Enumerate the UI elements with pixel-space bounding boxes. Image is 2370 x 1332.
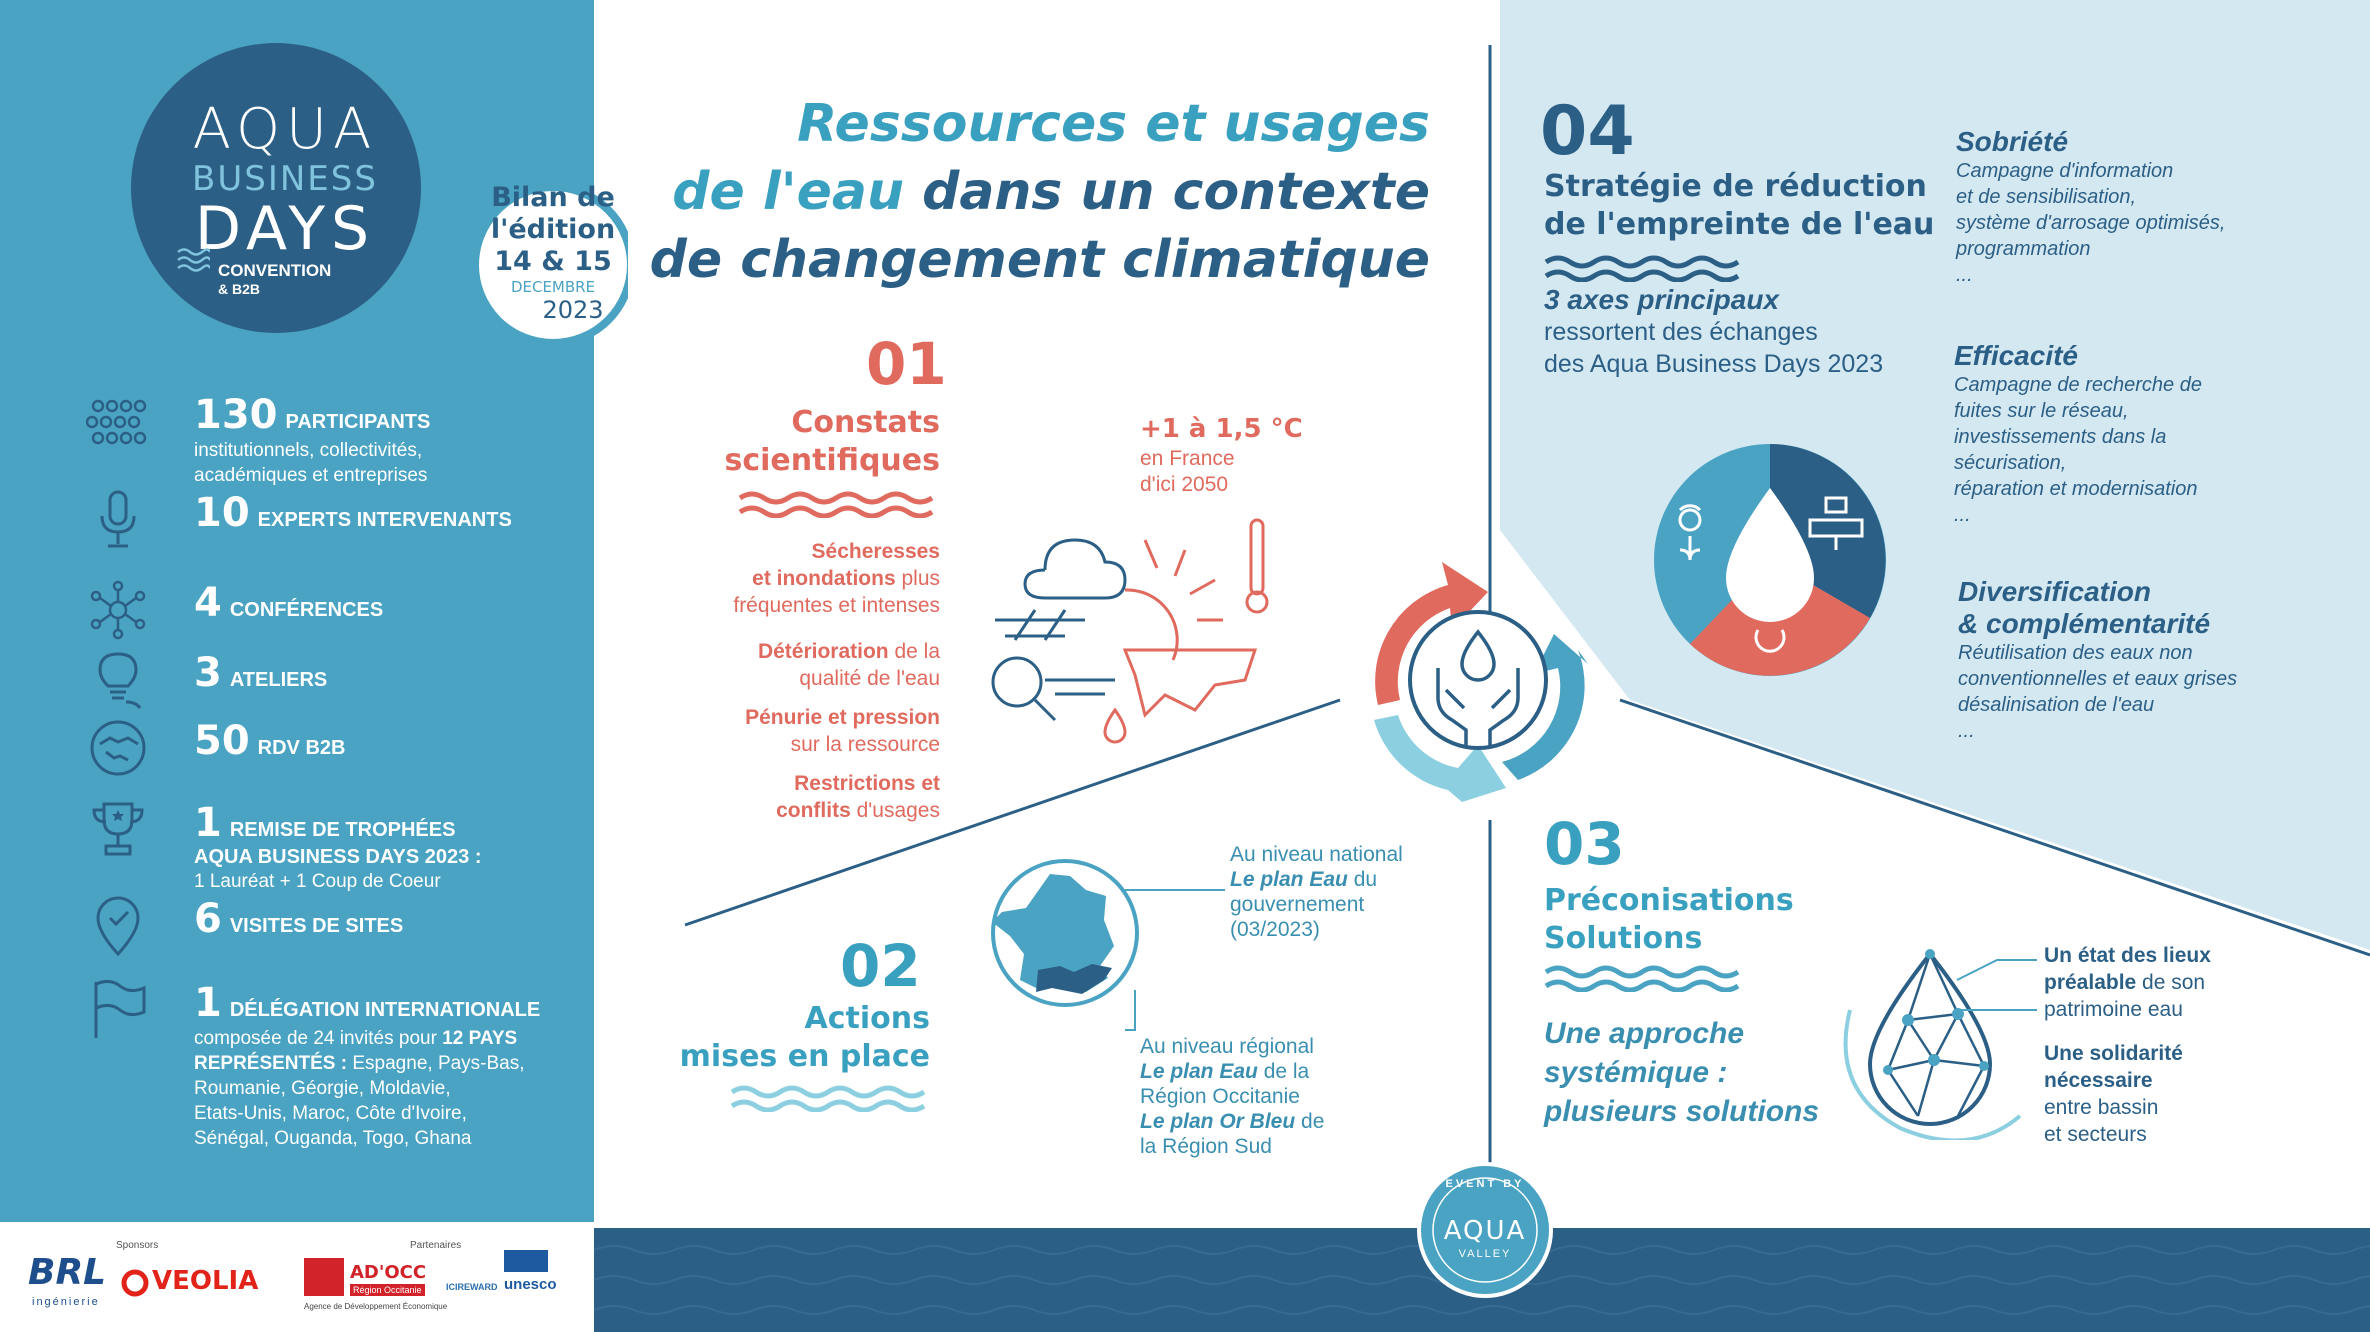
stat-number: 6 xyxy=(194,896,222,942)
brl-logo: BRL xyxy=(28,1252,107,1293)
stat-ateliers xyxy=(86,650,586,720)
strategy-wheel-icon xyxy=(1650,440,1890,680)
waves-icon xyxy=(176,246,210,274)
s01-number: 01 xyxy=(866,330,947,398)
stat-label: CONFÉRENCES xyxy=(229,599,384,621)
s04-number: 04 xyxy=(1540,92,1635,171)
s03-title: Préconisations Solutions xyxy=(1544,883,1794,956)
stat-number: 3 xyxy=(194,650,222,696)
s01-item-3: Pénurie et pression sur la ressource xyxy=(745,706,940,756)
s04-title: Stratégie de réduction de l'empreinte de l'eau xyxy=(1544,169,1935,242)
stat-rdv xyxy=(86,718,586,788)
s04-solution-2: Efficacité Campagne de recherche de fuites sur le réseau, investissements dans la sécurisation, réparation et modernisation ... xyxy=(1954,340,2202,526)
stat-number: 130 xyxy=(194,392,278,438)
stat-label: VISITES DE SITES xyxy=(229,915,404,937)
adocc-sub: Région Occitanie xyxy=(350,1284,425,1296)
stat-sub: institutionnels, collectivités, xyxy=(194,440,423,461)
lightbulb-icon xyxy=(86,650,150,710)
s02-connectors xyxy=(1125,870,1245,1060)
partners-label: Partenaires xyxy=(410,1240,462,1251)
s04-solution-1: Sobriété Campagne d'information et de sensibilisation, système d'arrosage optimisés, programmation ... xyxy=(1956,126,2226,286)
climate-illustration-icon xyxy=(975,510,1275,750)
stat-label: RDV B2B xyxy=(257,737,346,759)
s03-approach: Une approche systémique : plusieurs solutions xyxy=(1544,1017,1820,1128)
unesco-logo: unesco xyxy=(504,1276,557,1293)
veolia-icon xyxy=(120,1268,150,1298)
crowd-icon xyxy=(86,392,150,452)
title-line-1: Ressources et usages xyxy=(797,94,1430,154)
france-map-icon xyxy=(990,848,1140,1028)
stat-sub: Sénégal, Ouganda, Togo, Ghana xyxy=(194,1128,472,1149)
stat-number: 10 xyxy=(194,490,250,536)
s04-wave-icon xyxy=(1544,252,1744,282)
microphone-icon xyxy=(86,490,150,550)
s03-connectors xyxy=(1955,940,2045,1050)
handshake-icon xyxy=(86,718,150,778)
s01-wave-icon xyxy=(738,488,938,518)
stat-participants xyxy=(86,392,586,492)
stat-trophees xyxy=(86,800,586,900)
stat-sub: Etats-Unis, Maroc, Côte d'Ivoire, xyxy=(194,1103,467,1124)
stat-delegation xyxy=(86,980,586,1150)
badge-event-by: EVENT BY xyxy=(1445,1178,1525,1190)
adocc-desc: Agence de Développement Économique xyxy=(304,1302,448,1311)
s02-wave-icon xyxy=(730,1082,930,1112)
title-line-3: de changement climatique xyxy=(649,230,1430,290)
logo-days: DAYS xyxy=(194,194,376,264)
stat-visites xyxy=(86,896,586,976)
s01-item-2: Détérioration de la qualité de l'eau xyxy=(757,640,940,690)
s02-number: 02 xyxy=(840,932,921,1000)
s01-temperature-sub: en France d'ici 2050 xyxy=(1140,447,1235,496)
occitanie-cross-icon xyxy=(304,1258,344,1296)
logo-aqua: AQUA xyxy=(192,97,378,162)
stat-number: 50 xyxy=(194,718,250,764)
stat-label-2: AQUA BUSINESS DAYS 2023 : xyxy=(194,846,482,868)
s01-title: Constats scientifiques xyxy=(724,405,940,478)
s04-axes: 3 axes principaux ressortent des échanges des Aqua Business Days 2023 xyxy=(1544,284,1884,378)
stat-sub-bold: REPRÉSENTÉS : xyxy=(194,1053,348,1074)
title-line-2a: de l'eau xyxy=(672,162,904,222)
stat-number: 1 xyxy=(194,980,222,1026)
stat-label: DÉLÉGATION INTERNATIONALE xyxy=(229,999,541,1021)
s01-item-4: Restrictions et conflits d'usages xyxy=(776,772,940,822)
s02-national: Au niveau national Le plan Eau du gouvernement (03/2023) xyxy=(1230,843,1403,941)
logo-text xyxy=(160,97,410,264)
adocc-logo: AD'OCC xyxy=(350,1262,427,1283)
veolia-logo: VEOLIA xyxy=(152,1266,259,1296)
stat-sub: Espagne, Pays-Bas, xyxy=(352,1053,525,1074)
stat-experts xyxy=(86,490,586,560)
logo-convention: CONVENTION & B2B xyxy=(218,261,332,297)
s02-title: Actions mises en place xyxy=(679,1001,930,1074)
s01-item-1: Sécheresses et inondations plus fréquentes et intenses xyxy=(733,540,940,617)
stat-label: EXPERTS INTERVENANTS xyxy=(257,509,512,531)
trophy-icon xyxy=(86,800,150,860)
stat-conferences xyxy=(86,580,586,650)
flag-icon xyxy=(86,980,150,1040)
logo-business: BUSINESS xyxy=(192,159,378,199)
badge-aqua: AQUA xyxy=(1443,1216,1527,1246)
stat-number: 4 xyxy=(194,580,222,626)
s02-regional: Au niveau régional Le plan Eau de la Région Occitanie Le plan Or Bleu de la Région Sud xyxy=(1140,1035,1325,1158)
location-pin-icon xyxy=(86,896,150,956)
water-cycle-icon xyxy=(1338,540,1618,820)
s03-number: 03 xyxy=(1544,810,1625,878)
title-line-2b: dans un contexte xyxy=(904,162,1430,222)
stat-label: ATELIERS xyxy=(229,669,328,691)
icireward-logo: ICIREWARD xyxy=(446,1282,498,1292)
unesco-temple-icon xyxy=(504,1250,548,1272)
s04-solution-3: Diversification & complémentarité Réutilisation des eaux non conventionnelles et eaux grises désalinisation de l'eau ... xyxy=(1958,576,2238,742)
sponsors-label: Sponsors xyxy=(116,1240,159,1251)
s03-item-2: Une solidarité nécessaire entre bassin et secteurs xyxy=(2044,1042,2183,1146)
stat-sub: Roumanie, Géorgie, Moldavie, xyxy=(194,1078,451,1099)
s01-temperature: +1 à 1,5 °C xyxy=(1140,414,1303,444)
stat-sub: composée de 24 invités pour xyxy=(194,1028,437,1049)
stat-sub: 1 Lauréat + 1 Coup de Coeur xyxy=(194,871,441,892)
brl-sub: ingénierie xyxy=(32,1296,100,1308)
bilan-text: Bilan de l'édition 14 & 15 DECEMBRE 2023 xyxy=(490,182,616,324)
stat-number: 1 xyxy=(194,800,222,846)
s03-wave-icon xyxy=(1544,962,1744,992)
stat-label: REMISE DE TROPHÉES xyxy=(229,819,456,841)
s03-item-1: Un état des lieux préalable de son patrimoine eau xyxy=(2044,944,2211,1021)
stat-sub: académiques et entreprises xyxy=(194,465,428,486)
network-icon xyxy=(86,580,150,640)
badge-valley: VALLEY xyxy=(1458,1248,1512,1260)
main-title xyxy=(640,90,1430,294)
stat-label: PARTICIPANTS xyxy=(285,411,431,433)
stat-sub-bold: 12 PAYS xyxy=(442,1028,518,1049)
